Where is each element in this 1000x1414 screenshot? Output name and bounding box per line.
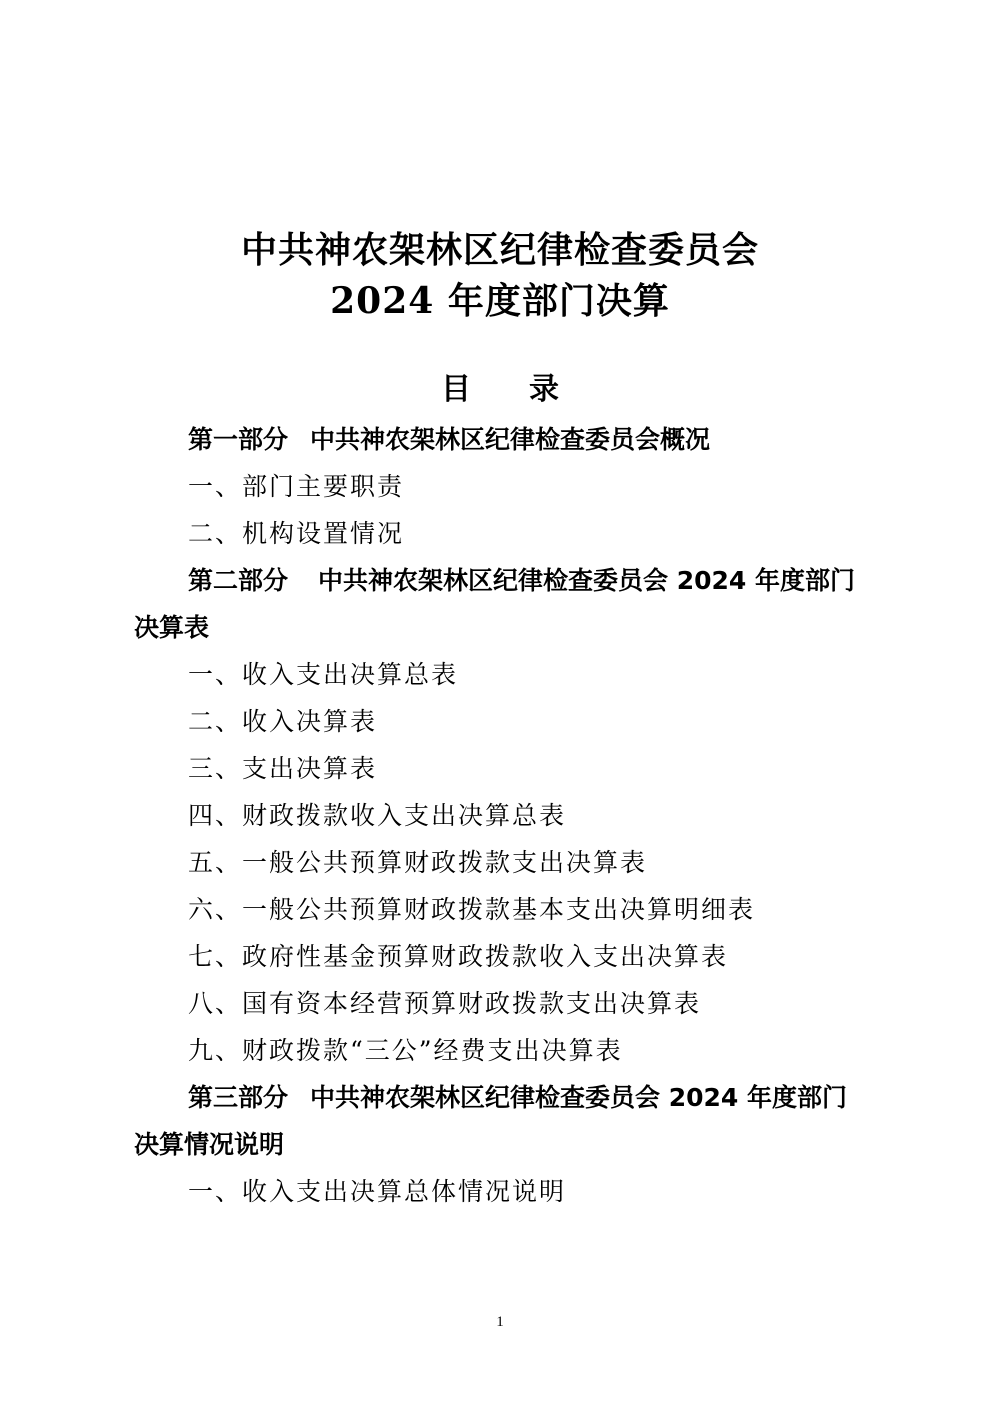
toc-part1-heading	[188, 420, 710, 460]
toc-part2-item: 五、一般公共预算财政拨款支出决算表	[188, 848, 648, 877]
toc-part1-label: 第一部分	[188, 425, 289, 454]
toc-part1-item: 一、部门主要职责	[188, 472, 405, 501]
toc-part2-item: 六、一般公共预算财政拨款基本支出决算明细表	[188, 895, 756, 924]
toc-part2-title-cont: 决算表	[134, 613, 210, 642]
toc-part3-item: 一、收入支出决算总体情况说明	[188, 1177, 567, 1206]
document-title-line1: 中共神农架林区纪律检查委员会	[240, 229, 759, 271]
document-title-line2: 2024 年度部门决算	[330, 280, 670, 322]
toc-heading-left: 目	[441, 372, 471, 407]
toc-part2-label: 第二部分	[188, 566, 289, 595]
toc-part2-item: 三、支出决算表	[188, 754, 378, 783]
toc-part2-item: 一、收入支出决算总表	[188, 660, 459, 689]
toc-part3-title: 中共神农架林区纪律检查委员会 2024 年度部门	[310, 1083, 848, 1112]
toc-part2-item: 八、国有资本经营预算财政拨款支出决算表	[188, 989, 702, 1018]
toc-part3-label: 第三部分	[188, 1083, 289, 1112]
toc-part3-heading	[188, 1078, 847, 1118]
toc-part1-title: 中共神农架林区纪律检查委员会概况	[310, 425, 711, 454]
toc-part3-title-cont: 决算情况说明	[134, 1130, 285, 1159]
toc-part2-item: 四、财政拨款收入支出决算总表	[188, 801, 567, 830]
toc-part2-item: 二、收入决算表	[188, 707, 378, 736]
toc-part1-item: 二、机构设置情况	[188, 519, 405, 548]
toc-heading-right: 录	[529, 372, 559, 407]
toc-part2-item: 七、政府性基金预算财政拨款收入支出决算表	[188, 942, 729, 971]
toc-part2-heading	[188, 561, 855, 601]
page-number: 1	[496, 1314, 504, 1330]
toc-part2-item: 九、财政拨款“三公”经费支出决算表	[188, 1036, 623, 1065]
toc-heading	[0, 365, 1000, 415]
toc-part2-title: 中共神农架林区纪律检查委员会 2024 年度部门	[318, 566, 856, 595]
